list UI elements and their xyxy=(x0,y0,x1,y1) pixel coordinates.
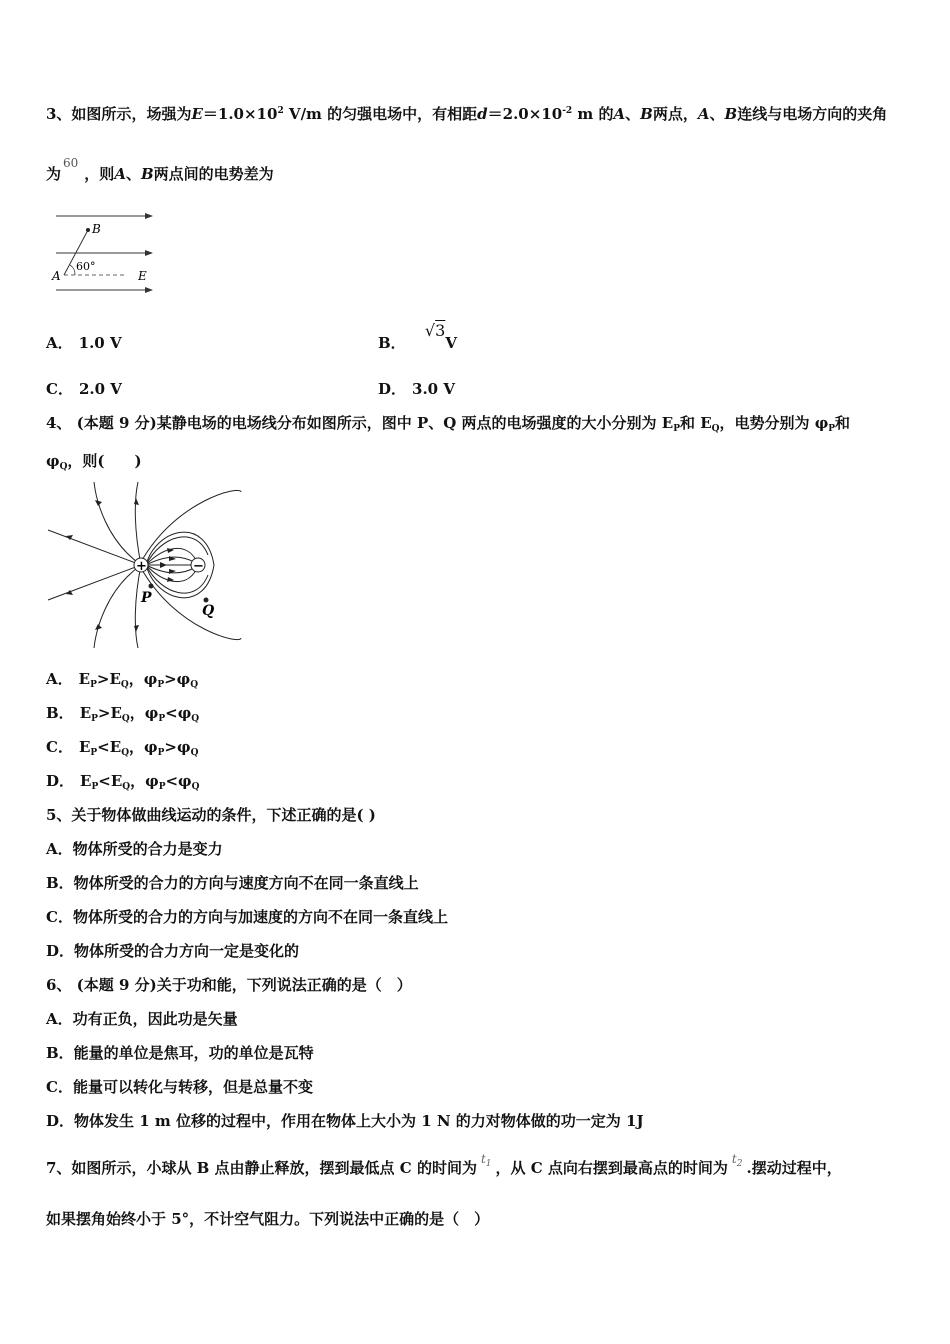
q5-option-a: A．物体所受的合力是变力 xyxy=(46,840,223,858)
angle-arc xyxy=(70,265,75,275)
q3-option-a: A． 1.0 V xyxy=(46,334,122,352)
point-p xyxy=(149,584,154,589)
q3-field-figure xyxy=(46,202,166,302)
label-minus: − xyxy=(193,559,204,574)
label-a: A xyxy=(52,269,61,283)
q4-option-d: D． $E_P<E_Q$，$\varphi_P<\varphi_Q$ xyxy=(46,772,200,792)
q4-option-a: A． $E_P>E_Q$，$\varphi_P>\varphi_Q$ xyxy=(46,670,199,690)
q4-stem-line1: 4、 (本题 9 分)某静电场的电场线分布如图所示，图中 P、Q 两点的电场强度的大小分别为 $E_P$和 $E_Q$，电势分别为 $\varphi_P$和 xyxy=(46,414,851,434)
label-plus: + xyxy=(136,559,147,574)
q7-stem-line1: 7、如图所示，小球从 B 点由静止释放，摆到最低点 C 的时间为 $^{t_1}$ ，从 C 点向右摆到最高点的时间为 $^{t_2}$ .摆动过程中， xyxy=(46,1152,842,1177)
label-b: B xyxy=(92,222,101,236)
q7-stem-line2: 如果摆角始终小于 5°，不计空气阻力。下列说法中正确的是（ ） xyxy=(46,1210,490,1228)
point-q xyxy=(204,598,209,603)
q4-option-b: B． $E_P>E_Q$，$\varphi_P<\varphi_Q$ xyxy=(46,704,200,724)
q5-option-c: C．物体所受的合力的方向与加速度的方向不在同一条直线上 xyxy=(46,908,448,926)
sqrt-expression: √3 xyxy=(424,321,446,340)
label-angle: 60° xyxy=(76,260,96,273)
q4-stem-line2: $\varphi_Q$，则( ) xyxy=(46,452,142,472)
t2-symbol: t2 xyxy=(731,1152,743,1169)
q3-option-b: B． √3V xyxy=(378,321,457,352)
q6-option-b: B．能量的单位是焦耳，功的单位是瓦特 xyxy=(46,1044,314,1062)
q5-option-b: B．物体所受的合力的方向与速度方向不在同一条直线上 xyxy=(46,874,419,892)
label-e: E xyxy=(138,269,147,283)
angle-value: 60 xyxy=(63,156,79,170)
q3-stem-line1: 3、如图所示，场强为$E=1.0\times 10^2$ V/m 的匀强电场中，有相距$d=2.0\times 10^{-2}$ m 的A、B两点，A、B连线与电场方向的夹角 xyxy=(46,105,888,123)
q4-option-c: C． $E_P<E_Q$，$\varphi_P>\varphi_Q$ xyxy=(46,738,199,758)
q4-field-figure xyxy=(46,480,246,650)
q3-option-c: C． 2.0 V xyxy=(46,380,122,398)
q6-stem: 6、 (本题 9 分)关于功和能，下列说法正确的是（ ） xyxy=(46,976,412,994)
q6-option-a: A．功有正负，因此功是矢量 xyxy=(46,1010,238,1028)
point-b xyxy=(86,228,90,232)
q3-stem-line2: 为$^{60}$，则A、B两点间的电势差为 xyxy=(46,156,274,183)
q3-option-d: D． 3.0 V xyxy=(378,380,455,398)
q5-option-d: D．物体所受的合力方向一定是变化的 xyxy=(46,942,300,960)
q6-option-c: C．能量可以转化与转移，但是总量不变 xyxy=(46,1078,313,1096)
q5-stem: 5、关于物体做曲线运动的条件，下述正确的是( ) xyxy=(46,806,376,824)
label-q: Q xyxy=(202,603,215,619)
q6-option-d: D．物体发生 1 m 位移的过程中，作用在物体上大小为 1 N 的力对物体做的功一定为 1J xyxy=(46,1112,644,1130)
label-p: P xyxy=(141,590,152,606)
t1-symbol: t1 xyxy=(480,1152,492,1169)
